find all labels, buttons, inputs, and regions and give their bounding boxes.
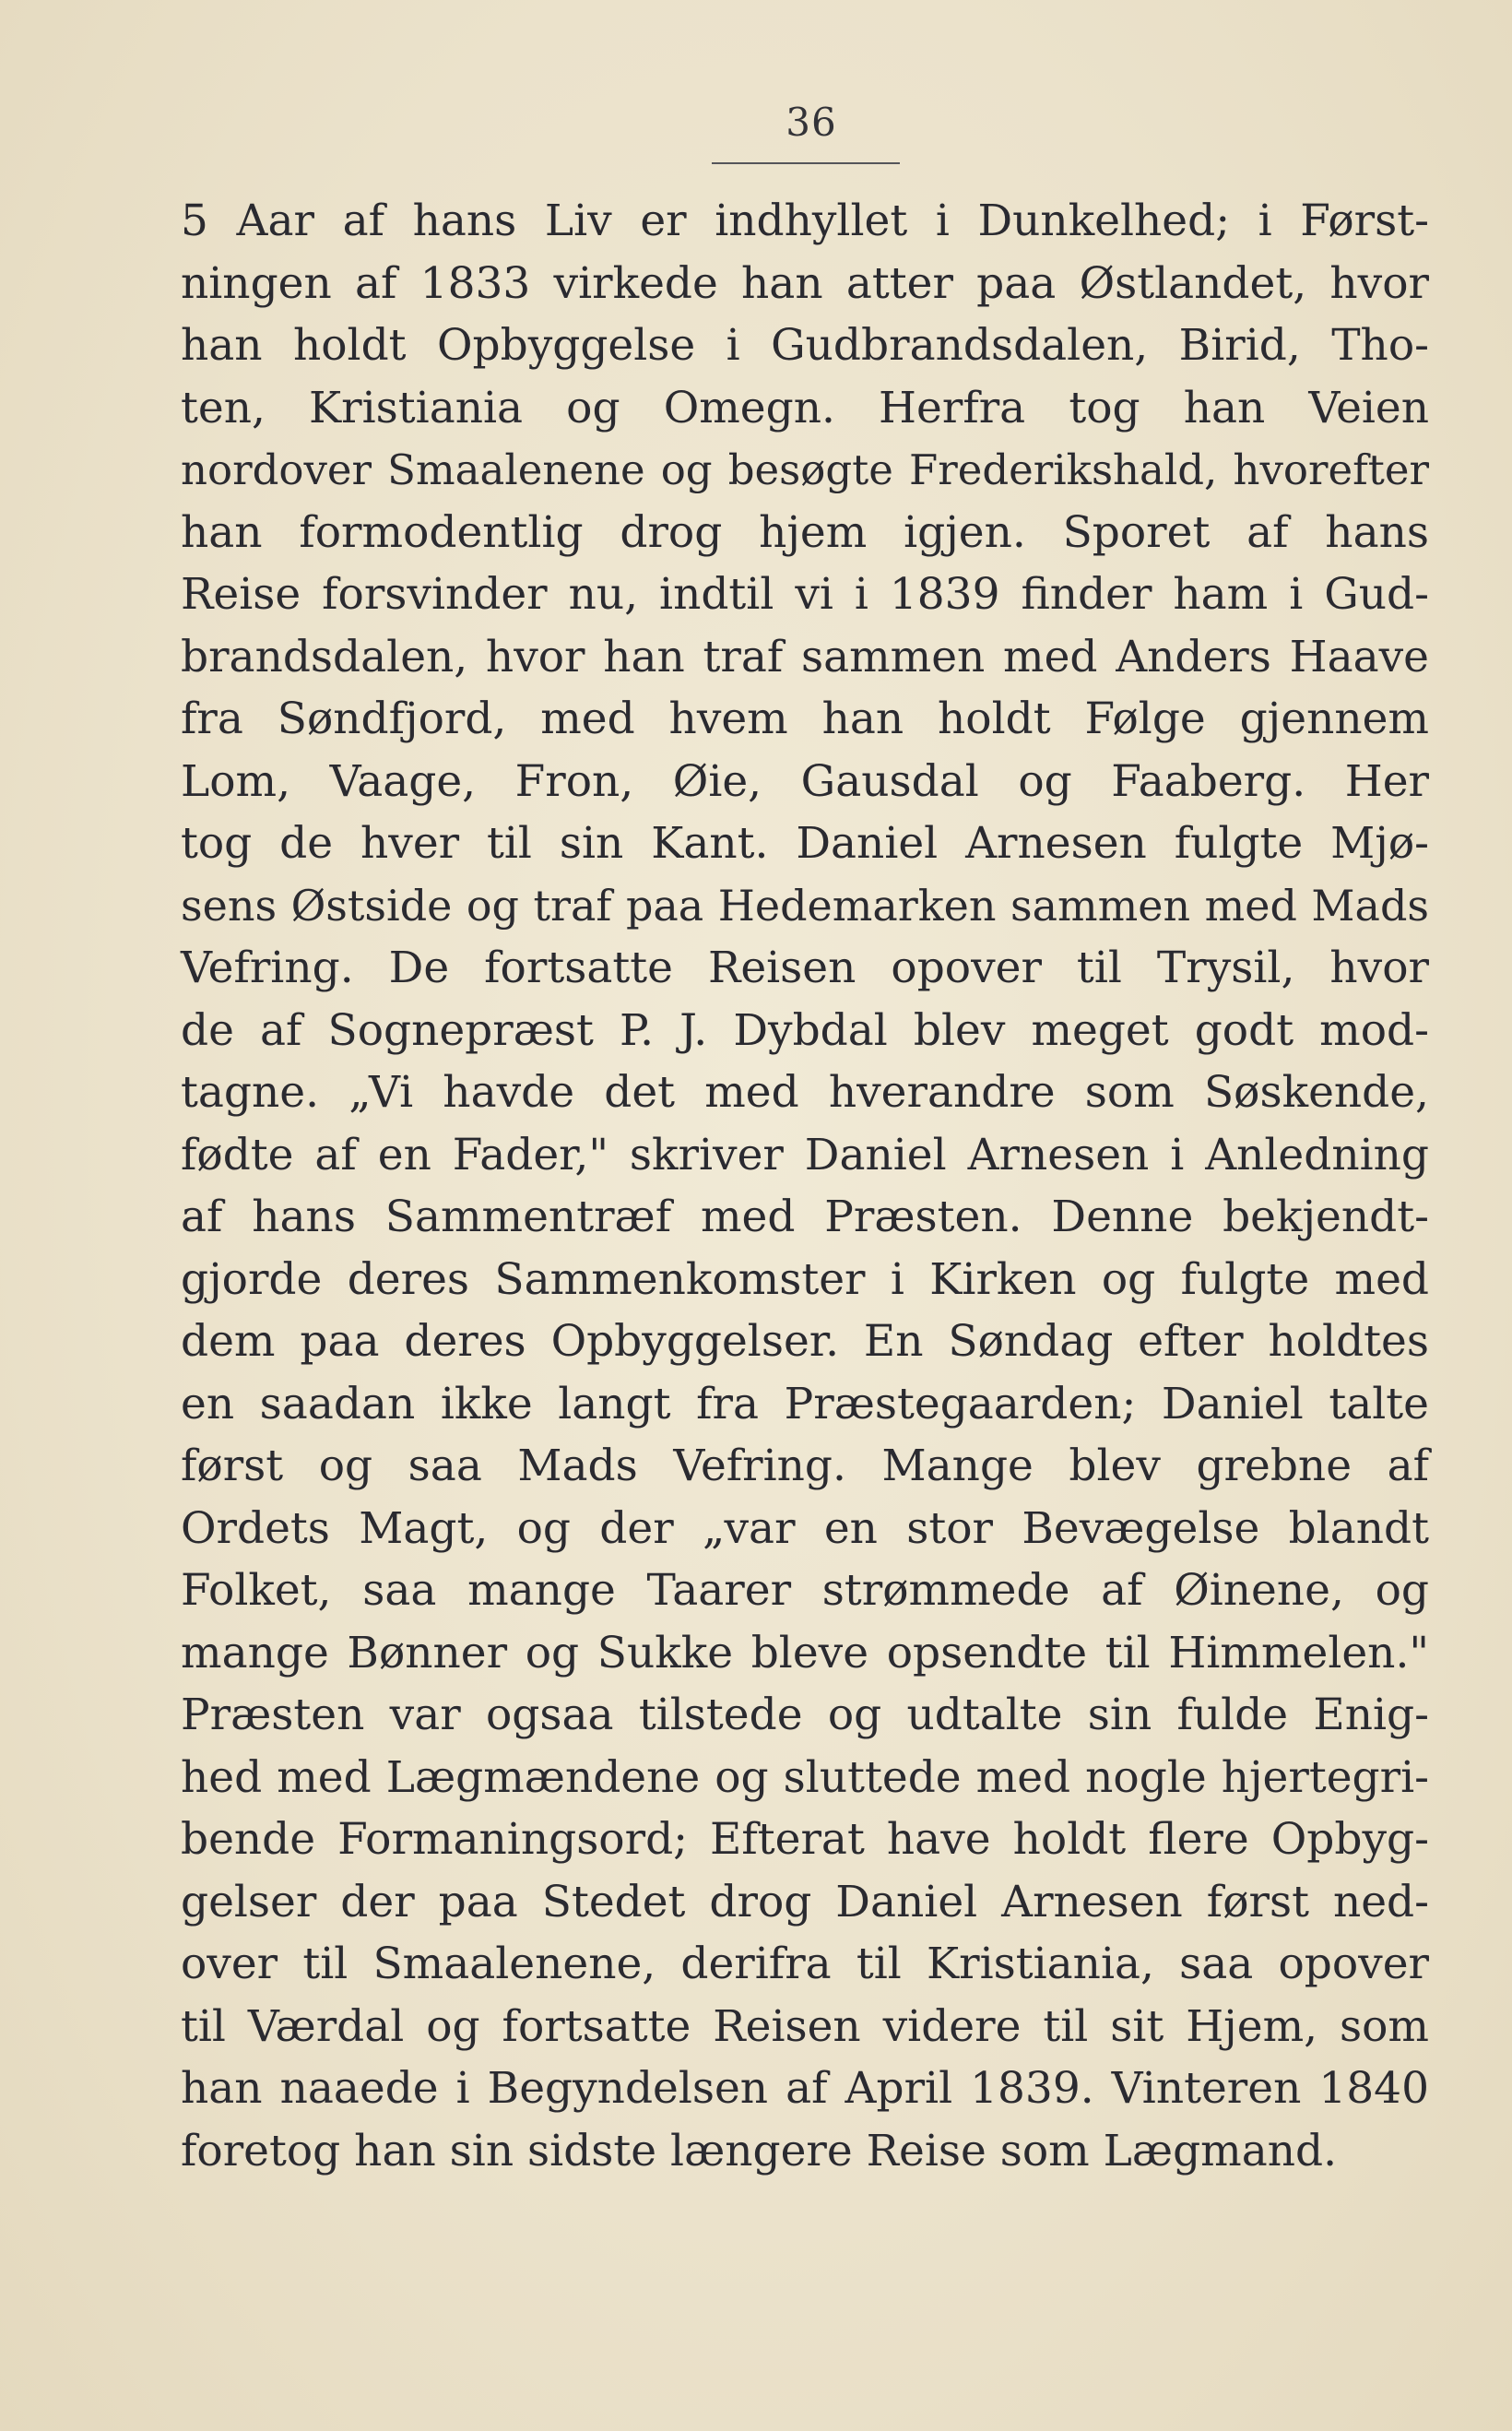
text-line: Ordets Magt, og der „var en stor Bevægelse blandt [181,1502,1429,1554]
text-line: over til Smaalenene, derifra til Kristiania, saa opover [181,1939,1429,1989]
body-text [181,190,1429,2182]
text-line: en saadan ikke langt fra Præstegaarden; Daniel talte [181,1378,1429,1429]
text-line: gjorde deres Sammenkomster i Kirken og fulgte med [181,1253,1429,1305]
text-line: til Værdal og fortsatte Reisen videre til sit Hjem, som [181,2000,1429,2052]
text-line: Folket, saa mange Taarer strømmede af Øinene, og [181,1565,1429,1616]
text-line: tagne. „Vi havde det med hverandre som Søskende, [181,1067,1429,1118]
text-line: mange Bønner og Sukke bleve opsendte til Himmelen." [181,1627,1429,1678]
text-line: fødte af en Fader," skriver Daniel Arnesen i Anledning [181,1129,1429,1180]
text-line: 5 Aar af hans Liv er indhyllet i Dunkelhed; i Først- [181,196,1429,246]
text-line: foretog han sin sidste længere Reise som Lægmand. [181,2125,1338,2176]
text-line: tog de hver til sin Kant. Daniel Arnesen fulgte Mjø- [181,818,1429,869]
text-line: Vefring. De fortsatte Reisen opover til Trysil, hvor [181,943,1429,993]
text-line: Lom, Vaage, Fron, Øie, Gausdal og Faaberg. Her [181,755,1429,807]
text-line: brandsdalen, hvor han traf sammen med Anders Haave [181,631,1429,682]
page-number-rule [712,162,900,164]
text-line: Præsten var ogsaa tilstede og udtalte sin fulde Enig- [181,1690,1429,1740]
text-line: først og saa Mads Vefring. Mange blev grebne af [181,1441,1429,1491]
text-line: han naaede i Begyndelsen af April 1839. Vinteren 1840 [181,2063,1429,2114]
text-line: gelser der paa Stedet drog Daniel Arnesen først ned- [181,1876,1429,1927]
text-line: Reise forsvinder nu, indtil vi i 1839 finder ham i Gud- [181,569,1429,620]
text-line: fra Søndfjord, med hvem han holdt Følge gjennem [181,694,1429,744]
text-line: hed med Lægmændene og sluttede med nogle hjertegri- [181,1751,1429,1803]
text-line: de af Sognepræst P. J. Dybdal blev meget godt mod- [181,1004,1429,1056]
text-line: sens Østside og traf paa Hedemarken sammen med Mads [181,880,1429,931]
text-line: han holdt Opbyggelse i Gudbrandsdalen, Birid, Tho- [181,320,1429,371]
text-line: ningen af 1833 virkede han atter paa Østlandet, hvor [181,257,1429,309]
text-line: af hans Sammentræf med Præsten. Denne bekjendt- [181,1192,1429,1242]
text-line: ten, Kristiania og Omegn. Herfra tog han Veien [181,382,1429,433]
text-line: bende Formaningsord; Efterat have holdt flere Opbyg- [181,1814,1429,1865]
text-line: dem paa deres Opbyggelser. En Søndag efter holdtes [181,1316,1429,1367]
text-line: han formodentlig drog hjem igjen. Sporet af hans [181,506,1429,558]
text-line: nordover Smaalenene og besøgte Frederikshald, hvorefter [181,445,1429,494]
page-number: 36 [786,100,837,145]
